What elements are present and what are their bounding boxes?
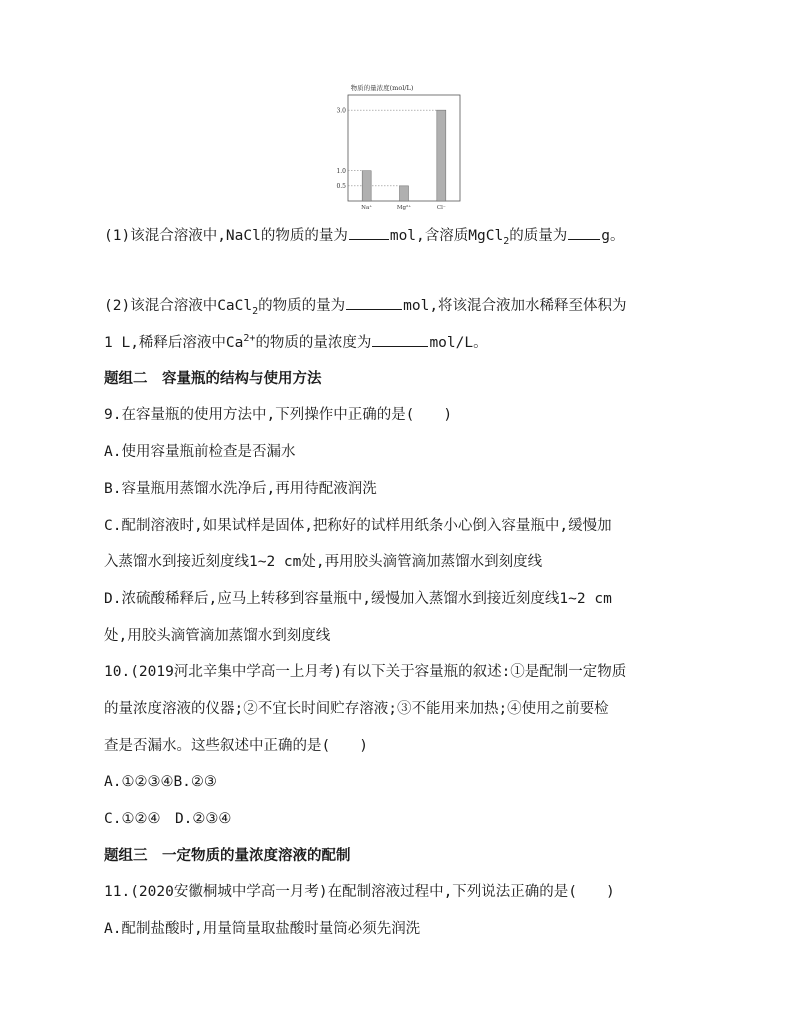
q8-p3-text-a: 1 L,稀释后溶液中Ca [104, 335, 244, 351]
q8-p2-text-c: mol,将该混合液加水稀释至体积为 [403, 298, 627, 314]
concentration-bar-chart [330, 80, 465, 215]
q8-p1-text-b: mol,含溶质MgCl [389, 228, 504, 244]
q10-options-cd[interactable]: C.①②④ D.②③④ [104, 811, 232, 827]
q9-option-c-line2[interactable]: 入蒸馏水到接近刻度线1~2 cm处,再用胶头滴管滴加蒸馏水到刻度线 [104, 554, 543, 570]
x-tick-label: Na⁺ [361, 205, 373, 211]
subscript: 2 [252, 305, 259, 317]
q8-p1-text-a: (1)该混合溶液中,NaCl的物质的量为 [104, 228, 348, 244]
chart-marks [336, 107, 445, 211]
q10-stem-line3: 查是否漏水。这些叙述中正确的是( ) [104, 738, 368, 754]
y-tick-label: 3.0 [336, 107, 346, 115]
q9-option-a[interactable]: A.使用容量瓶前检查是否漏水 [104, 444, 296, 460]
answer-blank[interactable] [346, 295, 402, 310]
superscript: 2+ [243, 333, 256, 345]
group3-heading: 题组三 一定物质的量浓度溶液的配制 [104, 848, 351, 864]
bar-1 [400, 186, 409, 201]
y-tick-label: 0.5 [336, 183, 346, 191]
y-axis-label: 物质的量浓度(mol/L) [350, 84, 414, 92]
answer-blank[interactable] [349, 225, 389, 240]
q9-option-b[interactable]: B.容量瓶用蒸馏水洗净后,再用待配液润洗 [104, 481, 377, 497]
q10-stem-line2: 的量浓度溶液的仪器;②不宜长时间贮存溶液;③不能用来加热;④使用之前要检 [104, 701, 609, 717]
q11-stem: 11.(2020安徽桐城中学高一月考)在配制溶液过程中,下列说法正确的是( ) [104, 884, 615, 900]
q8-part1 [104, 225, 624, 246]
subscript: 2 [503, 235, 510, 247]
q8-p1-text-c: 的质量为 [509, 228, 568, 244]
q9-option-c-line1[interactable]: C.配制溶液时,如果试样是固体,把称好的试样用纸条小心倒入容量瓶中,缓慢加 [104, 518, 612, 534]
q8-p2-text-a: (2)该混合溶液中CaCl [104, 298, 253, 314]
chart-svg [330, 80, 465, 215]
q8-p3-text-b: 的物质的量浓度为 [255, 335, 372, 351]
q8-p1-text-d: g。 [601, 228, 625, 244]
x-tick-label: Cl⁻ [436, 205, 446, 211]
q9-option-d-line2[interactable]: 处,用胶头滴管滴加蒸馏水到刻度线 [104, 628, 331, 644]
x-tick-label: Mg²⁺ [396, 205, 412, 211]
q8-p3-text-c: mol/L。 [429, 335, 488, 351]
group2-heading: 题组二 容量瓶的结构与使用方法 [104, 371, 322, 387]
y-tick-label: 1.0 [336, 167, 346, 175]
bar-0 [362, 171, 371, 201]
q8-part2 [104, 295, 627, 316]
answer-blank[interactable] [568, 225, 600, 240]
answer-blank[interactable] [372, 332, 428, 347]
q9-stem: 9.在容量瓶的使用方法中,下列操作中正确的是( ) [104, 407, 453, 423]
q11-option-a[interactable]: A.配制盐酸时,用量筒量取盐酸时量筒必须先润洗 [104, 921, 421, 937]
bar-2 [437, 110, 446, 201]
q10-options-ab[interactable]: A.①②③④B.②③ [104, 774, 217, 790]
q9-option-d-line1[interactable]: D.浓硫酸稀释后,应马上转移到容量瓶中,缓慢加入蒸馏水到接近刻度线1~2 cm [104, 591, 612, 607]
q8-part2-cont [104, 332, 488, 353]
q10-stem-line1: 10.(2019河北辛集中学高一上月考)有以下关于容量瓶的叙述:①是配制一定物质 [104, 664, 627, 680]
q8-p2-text-b: 的物质的量为 [258, 298, 346, 314]
